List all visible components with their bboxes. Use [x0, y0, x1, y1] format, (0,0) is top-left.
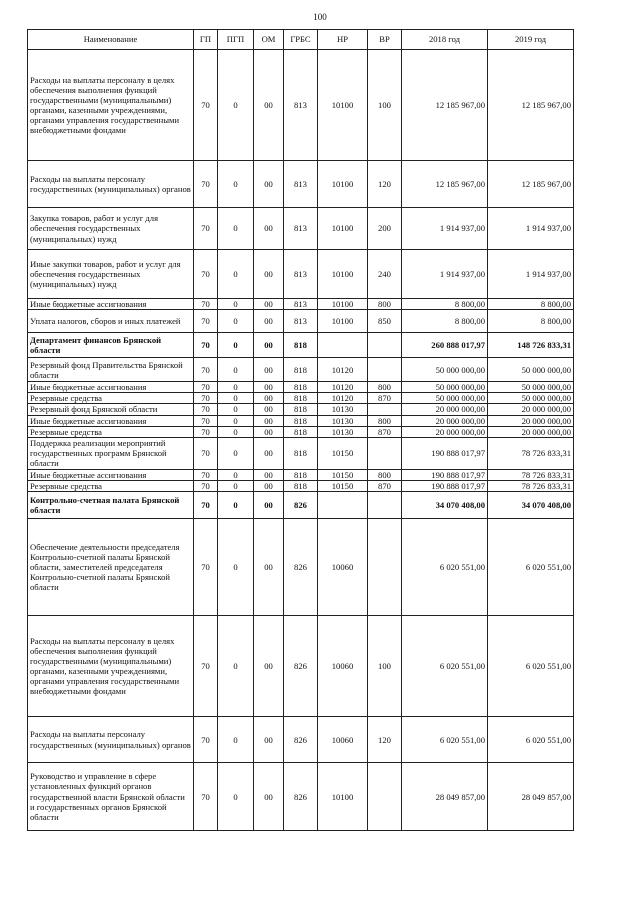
- row-name: Поддержка реализации мероприятий государственных программ Брянской области: [28, 437, 194, 469]
- row-vr: 870: [368, 480, 402, 491]
- row-om: 00: [254, 250, 284, 299]
- row-value-2018: 20 000 000,00: [402, 404, 488, 415]
- row-value-2019: 6 020 551,00: [488, 616, 574, 717]
- row-grbs: 818: [284, 393, 318, 404]
- row-gp: 70: [194, 415, 218, 426]
- row-value-2018: 260 888 017,97: [402, 333, 488, 358]
- row-vr: 870: [368, 426, 402, 437]
- row-om: 00: [254, 492, 284, 519]
- row-value-2018: 6 020 551,00: [402, 717, 488, 763]
- row-grbs: 813: [284, 310, 318, 333]
- row-pgp: 0: [218, 250, 254, 299]
- row-vr: 120: [368, 161, 402, 208]
- row-name: Расходы на выплаты персоналу в целях обеспечения выполнения функций государственными (муниципальными) органами, казенными учреждениями, органами управления государственными внебюджетными фондами: [28, 50, 194, 161]
- table-row: [28, 250, 574, 299]
- row-vr: 800: [368, 415, 402, 426]
- row-name: Обеспечение деятельности председателя Контрольно-счетной палаты Брянской области, заместителей председателя Контрольно-счетной палаты Брянской области: [28, 519, 194, 616]
- row-name: Расходы на выплаты персоналу государственных (муниципальных) органов: [28, 161, 194, 208]
- row-value-2019: 78 726 833,31: [488, 437, 574, 469]
- table-row: [28, 415, 574, 426]
- row-nr: 10150: [318, 480, 368, 491]
- table-row: [28, 616, 574, 717]
- row-value-2018: 20 000 000,00: [402, 415, 488, 426]
- row-name: Контрольно-счетная палата Брянской области: [28, 492, 194, 519]
- row-om: 00: [254, 299, 284, 310]
- row-name: Резервный фонд Правительства Брянской области: [28, 358, 194, 382]
- header-name: Наименование: [28, 30, 194, 50]
- row-pgp: 0: [218, 437, 254, 469]
- row-grbs: 826: [284, 519, 318, 616]
- row-nr: 10100: [318, 763, 368, 831]
- row-value-2018: 12 185 967,00: [402, 161, 488, 208]
- row-pgp: 0: [218, 333, 254, 358]
- row-name: Резервный фонд Брянской области: [28, 404, 194, 415]
- row-vr: [368, 333, 402, 358]
- row-vr: 800: [368, 382, 402, 393]
- row-gp: 70: [194, 480, 218, 491]
- row-grbs: 818: [284, 358, 318, 382]
- table-row: [28, 299, 574, 310]
- row-vr: 200: [368, 208, 402, 250]
- row-vr: 870: [368, 393, 402, 404]
- row-pgp: 0: [218, 469, 254, 480]
- row-gp: 70: [194, 358, 218, 382]
- row-name: Расходы на выплаты персоналу государственных (муниципальных) органов: [28, 717, 194, 763]
- row-value-2019: 20 000 000,00: [488, 404, 574, 415]
- table-row: [28, 492, 574, 519]
- row-pgp: 0: [218, 763, 254, 831]
- row-value-2019: 148 726 833,31: [488, 333, 574, 358]
- row-value-2019: 6 020 551,00: [488, 717, 574, 763]
- row-gp: 70: [194, 382, 218, 393]
- row-nr: 10100: [318, 208, 368, 250]
- table-row: [28, 358, 574, 382]
- row-om: 00: [254, 415, 284, 426]
- row-nr: 10130: [318, 426, 368, 437]
- row-vr: 240: [368, 250, 402, 299]
- header-2018: 2018 год: [402, 30, 488, 50]
- table-row: [28, 382, 574, 393]
- row-name: Департамент финансов Брянской области: [28, 333, 194, 358]
- row-value-2018: 34 070 408,00: [402, 492, 488, 519]
- row-gp: 70: [194, 469, 218, 480]
- row-value-2018: 6 020 551,00: [402, 616, 488, 717]
- row-name: Иные бюджетные ассигнования: [28, 469, 194, 480]
- row-om: 00: [254, 358, 284, 382]
- row-grbs: 818: [284, 333, 318, 358]
- table-row: [28, 469, 574, 480]
- row-pgp: 0: [218, 393, 254, 404]
- header-vr: ВР: [368, 30, 402, 50]
- row-name: Руководство и управление в сфере установленных функций органов государственной власти Брянской области и государственных органов Брянской области: [28, 763, 194, 831]
- row-nr: 10120: [318, 382, 368, 393]
- row-grbs: 818: [284, 382, 318, 393]
- row-value-2018: 20 000 000,00: [402, 426, 488, 437]
- row-vr: 850: [368, 310, 402, 333]
- row-nr: 10060: [318, 616, 368, 717]
- row-pgp: 0: [218, 310, 254, 333]
- row-vr: [368, 519, 402, 616]
- row-nr: 10100: [318, 299, 368, 310]
- row-name: Резервные средства: [28, 426, 194, 437]
- header-gp: ГП: [194, 30, 218, 50]
- row-pgp: 0: [218, 161, 254, 208]
- row-om: 00: [254, 480, 284, 491]
- row-grbs: 818: [284, 415, 318, 426]
- row-value-2018: 50 000 000,00: [402, 358, 488, 382]
- table-row: [28, 763, 574, 831]
- row-value-2018: 1 914 937,00: [402, 250, 488, 299]
- row-grbs: 818: [284, 426, 318, 437]
- table-row: [28, 50, 574, 161]
- table-row: [28, 519, 574, 616]
- row-om: 00: [254, 426, 284, 437]
- row-grbs: 826: [284, 763, 318, 831]
- row-nr: 10100: [318, 50, 368, 161]
- row-grbs: 818: [284, 480, 318, 491]
- row-value-2019: 78 726 833,31: [488, 469, 574, 480]
- row-grbs: 818: [284, 469, 318, 480]
- row-gp: 70: [194, 426, 218, 437]
- row-value-2019: 12 185 967,00: [488, 161, 574, 208]
- row-nr: 10060: [318, 519, 368, 616]
- table-row: [28, 393, 574, 404]
- row-grbs: 826: [284, 717, 318, 763]
- row-grbs: 813: [284, 299, 318, 310]
- row-gp: 70: [194, 50, 218, 161]
- row-om: 00: [254, 763, 284, 831]
- row-pgp: 0: [218, 616, 254, 717]
- row-om: 00: [254, 382, 284, 393]
- row-om: 00: [254, 717, 284, 763]
- row-value-2019: 6 020 551,00: [488, 519, 574, 616]
- table-row: [28, 480, 574, 491]
- row-value-2019: 8 800,00: [488, 310, 574, 333]
- row-om: 00: [254, 519, 284, 616]
- row-grbs: 813: [284, 208, 318, 250]
- page-number: 100: [313, 12, 327, 22]
- row-gp: 70: [194, 519, 218, 616]
- row-value-2019: 78 726 833,31: [488, 480, 574, 491]
- row-om: 00: [254, 208, 284, 250]
- header-2019: 2019 год: [488, 30, 574, 50]
- row-value-2018: 12 185 967,00: [402, 50, 488, 161]
- row-name: Уплата налогов, сборов и иных платежей: [28, 310, 194, 333]
- row-gp: 70: [194, 299, 218, 310]
- row-grbs: 826: [284, 492, 318, 519]
- row-value-2018: 50 000 000,00: [402, 393, 488, 404]
- row-nr: 10130: [318, 415, 368, 426]
- row-om: 00: [254, 393, 284, 404]
- row-vr: [368, 358, 402, 382]
- row-gp: 70: [194, 437, 218, 469]
- row-grbs: 818: [284, 437, 318, 469]
- row-name: Резервные средства: [28, 393, 194, 404]
- row-vr: [368, 763, 402, 831]
- row-value-2018: 28 049 857,00: [402, 763, 488, 831]
- row-pgp: 0: [218, 480, 254, 491]
- row-vr: [368, 437, 402, 469]
- row-nr: 10100: [318, 250, 368, 299]
- row-nr: 10100: [318, 161, 368, 208]
- table-row: [28, 161, 574, 208]
- row-grbs: 813: [284, 161, 318, 208]
- row-om: 00: [254, 437, 284, 469]
- row-pgp: 0: [218, 299, 254, 310]
- row-gp: 70: [194, 404, 218, 415]
- row-om: 00: [254, 404, 284, 415]
- row-value-2019: 28 049 857,00: [488, 763, 574, 831]
- row-om: 00: [254, 50, 284, 161]
- row-nr: 10130: [318, 404, 368, 415]
- header-nr: НР: [318, 30, 368, 50]
- row-gp: 70: [194, 250, 218, 299]
- header-pgp: ПГП: [218, 30, 254, 50]
- row-value-2018: 6 020 551,00: [402, 519, 488, 616]
- row-name: Иные бюджетные ассигнования: [28, 382, 194, 393]
- table-row: [28, 717, 574, 763]
- row-om: 00: [254, 161, 284, 208]
- row-pgp: 0: [218, 404, 254, 415]
- row-nr: 10060: [318, 717, 368, 763]
- row-pgp: 0: [218, 717, 254, 763]
- row-name: Иные закупки товаров, работ и услуг для обеспечения государственных (муниципальных) нужд: [28, 250, 194, 299]
- row-value-2019: 8 800,00: [488, 299, 574, 310]
- row-om: 00: [254, 469, 284, 480]
- row-value-2019: 20 000 000,00: [488, 426, 574, 437]
- row-value-2019: 1 914 937,00: [488, 208, 574, 250]
- row-gp: 70: [194, 492, 218, 519]
- row-value-2019: 12 185 967,00: [488, 50, 574, 161]
- table-row: [28, 404, 574, 415]
- row-value-2019: 1 914 937,00: [488, 250, 574, 299]
- table-row: [28, 426, 574, 437]
- row-vr: 100: [368, 616, 402, 717]
- row-grbs: 813: [284, 250, 318, 299]
- row-gp: 70: [194, 717, 218, 763]
- table-row: [28, 437, 574, 469]
- row-name: Иные бюджетные ассигнования: [28, 299, 194, 310]
- budget-table: [27, 29, 574, 831]
- row-pgp: 0: [218, 358, 254, 382]
- row-vr: [368, 404, 402, 415]
- row-value-2019: 34 070 408,00: [488, 492, 574, 519]
- row-nr: 10120: [318, 358, 368, 382]
- row-pgp: 0: [218, 415, 254, 426]
- row-name: Расходы на выплаты персоналу в целях обеспечения выполнения функций государственными (муниципальными) органами, казенными учреждениями, органами управления государственными внебюджетными фондами: [28, 616, 194, 717]
- row-value-2019: 50 000 000,00: [488, 393, 574, 404]
- row-gp: 70: [194, 393, 218, 404]
- row-om: 00: [254, 333, 284, 358]
- row-pgp: 0: [218, 382, 254, 393]
- row-gp: 70: [194, 333, 218, 358]
- row-gp: 70: [194, 310, 218, 333]
- row-pgp: 0: [218, 208, 254, 250]
- row-gp: 70: [194, 161, 218, 208]
- row-pgp: 0: [218, 426, 254, 437]
- row-nr: 10120: [318, 393, 368, 404]
- table-row: [28, 208, 574, 250]
- row-gp: 70: [194, 208, 218, 250]
- header-grbs: ГРБС: [284, 30, 318, 50]
- row-name: Иные бюджетные ассигнования: [28, 415, 194, 426]
- row-om: 00: [254, 616, 284, 717]
- header-om: ОМ: [254, 30, 284, 50]
- row-pgp: 0: [218, 519, 254, 616]
- row-grbs: 826: [284, 616, 318, 717]
- table-row: [28, 310, 574, 333]
- row-value-2019: 50 000 000,00: [488, 382, 574, 393]
- row-vr: 800: [368, 299, 402, 310]
- row-vr: 100: [368, 50, 402, 161]
- row-nr: 10150: [318, 469, 368, 480]
- row-gp: 70: [194, 763, 218, 831]
- row-nr: 10150: [318, 437, 368, 469]
- row-nr: [318, 492, 368, 519]
- row-vr: [368, 492, 402, 519]
- row-grbs: 818: [284, 404, 318, 415]
- row-om: 00: [254, 310, 284, 333]
- row-value-2019: 20 000 000,00: [488, 415, 574, 426]
- row-value-2018: 8 800,00: [402, 299, 488, 310]
- row-nr: 10100: [318, 310, 368, 333]
- row-value-2018: 190 888 017,97: [402, 469, 488, 480]
- row-value-2018: 1 914 937,00: [402, 208, 488, 250]
- row-value-2018: 190 888 017,97: [402, 437, 488, 469]
- row-value-2018: 190 888 017,97: [402, 480, 488, 491]
- row-grbs: 813: [284, 50, 318, 161]
- row-nr: [318, 333, 368, 358]
- table-header-row: [28, 30, 574, 50]
- row-vr: 800: [368, 469, 402, 480]
- row-gp: 70: [194, 616, 218, 717]
- row-name: Закупка товаров, работ и услуг для обеспечения государственных (муниципальных) нужд: [28, 208, 194, 250]
- row-name: Резервные средства: [28, 480, 194, 491]
- row-value-2018: 8 800,00: [402, 310, 488, 333]
- row-vr: 120: [368, 717, 402, 763]
- row-pgp: 0: [218, 492, 254, 519]
- table-row: [28, 333, 574, 358]
- row-value-2019: 50 000 000,00: [488, 358, 574, 382]
- row-value-2018: 50 000 000,00: [402, 382, 488, 393]
- row-pgp: 0: [218, 50, 254, 161]
